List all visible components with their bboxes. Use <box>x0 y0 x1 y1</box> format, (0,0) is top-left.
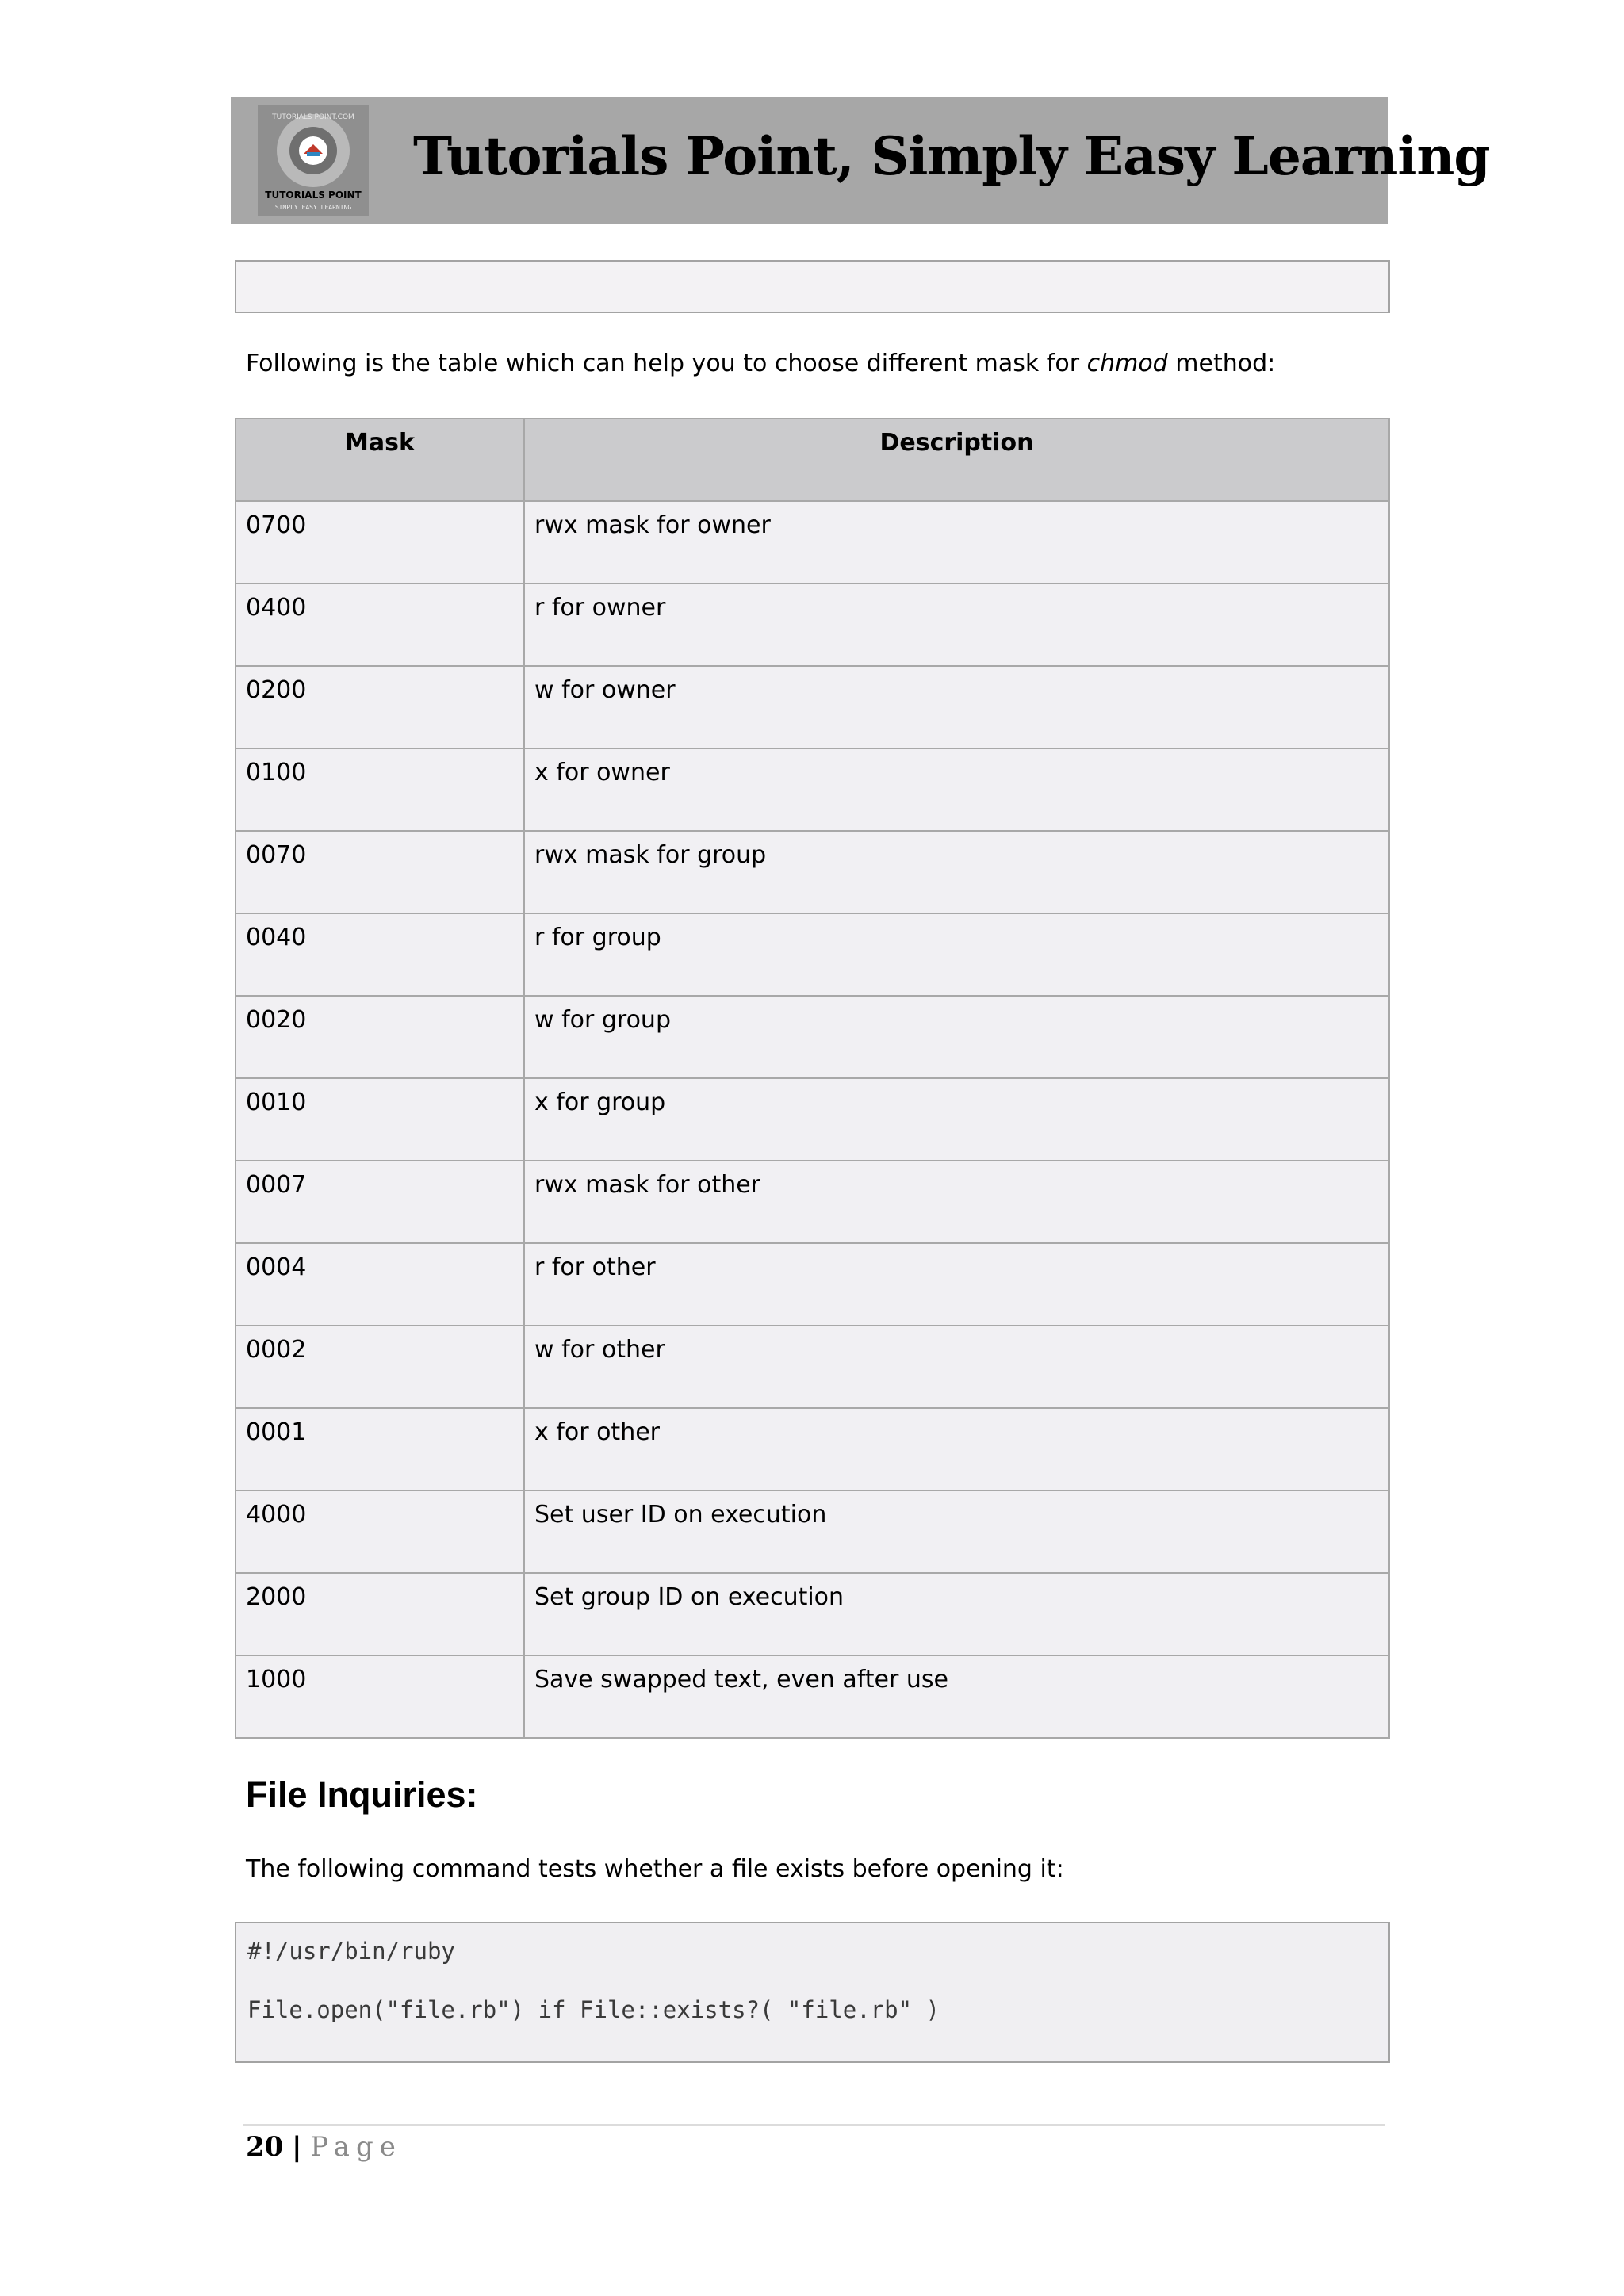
chmod-mask-table <box>235 418 1390 1739</box>
mask-cell: 0200 <box>236 666 524 748</box>
description-cell: w for other <box>524 1326 1389 1408</box>
intro-text-end: method: <box>1167 350 1276 377</box>
table-row <box>236 1573 1389 1655</box>
description-cell: Save swapped text, even after use <box>524 1655 1389 1738</box>
mask-cell: 0020 <box>236 996 524 1078</box>
table-row <box>236 1655 1389 1738</box>
description-cell: x for other <box>524 1408 1389 1490</box>
intro-paragraph <box>246 350 1275 377</box>
description-cell: rwx mask for group <box>524 831 1389 913</box>
description-cell: x for owner <box>524 748 1389 831</box>
table-row <box>236 584 1389 666</box>
description-cell: rwx mask for other <box>524 1161 1389 1243</box>
svg-text:TUTORIALS POINT.COM: TUTORIALS POINT.COM <box>272 113 354 121</box>
tutorials-point-logo <box>258 105 369 216</box>
page-footer <box>246 2131 402 2163</box>
footer-divider <box>243 2124 1385 2126</box>
description-cell: w for owner <box>524 666 1389 748</box>
description-cell: r for owner <box>524 584 1389 666</box>
table-row <box>236 666 1389 748</box>
description-cell: w for group <box>524 996 1389 1078</box>
section-heading: File Inquiries: <box>246 1774 478 1815</box>
table-row <box>236 831 1389 913</box>
mask-cell: 0070 <box>236 831 524 913</box>
mask-cell: 0001 <box>236 1408 524 1490</box>
svg-text:SIMPLY EASY LEARNING: SIMPLY EASY LEARNING <box>274 204 352 211</box>
page-label: Page <box>310 2131 402 2163</box>
intro-method-name: chmod <box>1086 350 1168 377</box>
table-row <box>236 913 1389 996</box>
description-cell: Set group ID on execution <box>524 1573 1389 1655</box>
mask-cell: 0700 <box>236 501 524 584</box>
mask-cell: 0010 <box>236 1078 524 1161</box>
table-row <box>236 1243 1389 1326</box>
table-row <box>236 501 1389 584</box>
column-header-mask: Mask <box>236 419 524 501</box>
table-row <box>236 1161 1389 1243</box>
table-row <box>236 1408 1389 1490</box>
empty-content-box <box>235 260 1390 313</box>
mask-cell: 0007 <box>236 1161 524 1243</box>
page-header <box>231 97 1490 224</box>
mask-cell: 0004 <box>236 1243 524 1326</box>
mask-cell: 0400 <box>236 584 524 666</box>
table-row <box>236 748 1389 831</box>
description-cell: rwx mask for owner <box>524 501 1389 584</box>
mask-cell: 0002 <box>236 1326 524 1408</box>
section-paragraph: The following command tests whether a file exists before opening it: <box>246 1855 1064 1883</box>
description-cell: r for other <box>524 1243 1389 1326</box>
table-header-row <box>236 419 1389 501</box>
footer-separator: | <box>292 2131 302 2163</box>
svg-text:TUTORIALS POINT: TUTORIALS POINT <box>265 189 362 201</box>
page-number: 20 <box>246 2131 284 2163</box>
intro-text: Following is the table which can help you to choose different mask for <box>246 350 1087 377</box>
description-cell: Set user ID on execution <box>524 1490 1389 1573</box>
mask-cell: 4000 <box>236 1490 524 1573</box>
mask-cell: 2000 <box>236 1573 524 1655</box>
code-line: File.open("file.rb") if File::exists?( "file.rb" ) <box>247 1996 940 2023</box>
code-block <box>235 1922 1390 2063</box>
header-title: Tutorials Point, Simply Easy Learning <box>413 125 1490 187</box>
mask-cell: 1000 <box>236 1655 524 1738</box>
mask-cell: 0100 <box>236 748 524 831</box>
description-cell: x for group <box>524 1078 1389 1161</box>
column-header-description: Description <box>524 419 1389 501</box>
description-cell: r for group <box>524 913 1389 996</box>
table-row <box>236 1326 1389 1408</box>
code-line: #!/usr/bin/ruby <box>247 1938 455 1965</box>
table-row <box>236 996 1389 1078</box>
table-row <box>236 1078 1389 1161</box>
mask-cell: 0040 <box>236 913 524 996</box>
table-row <box>236 1490 1389 1573</box>
